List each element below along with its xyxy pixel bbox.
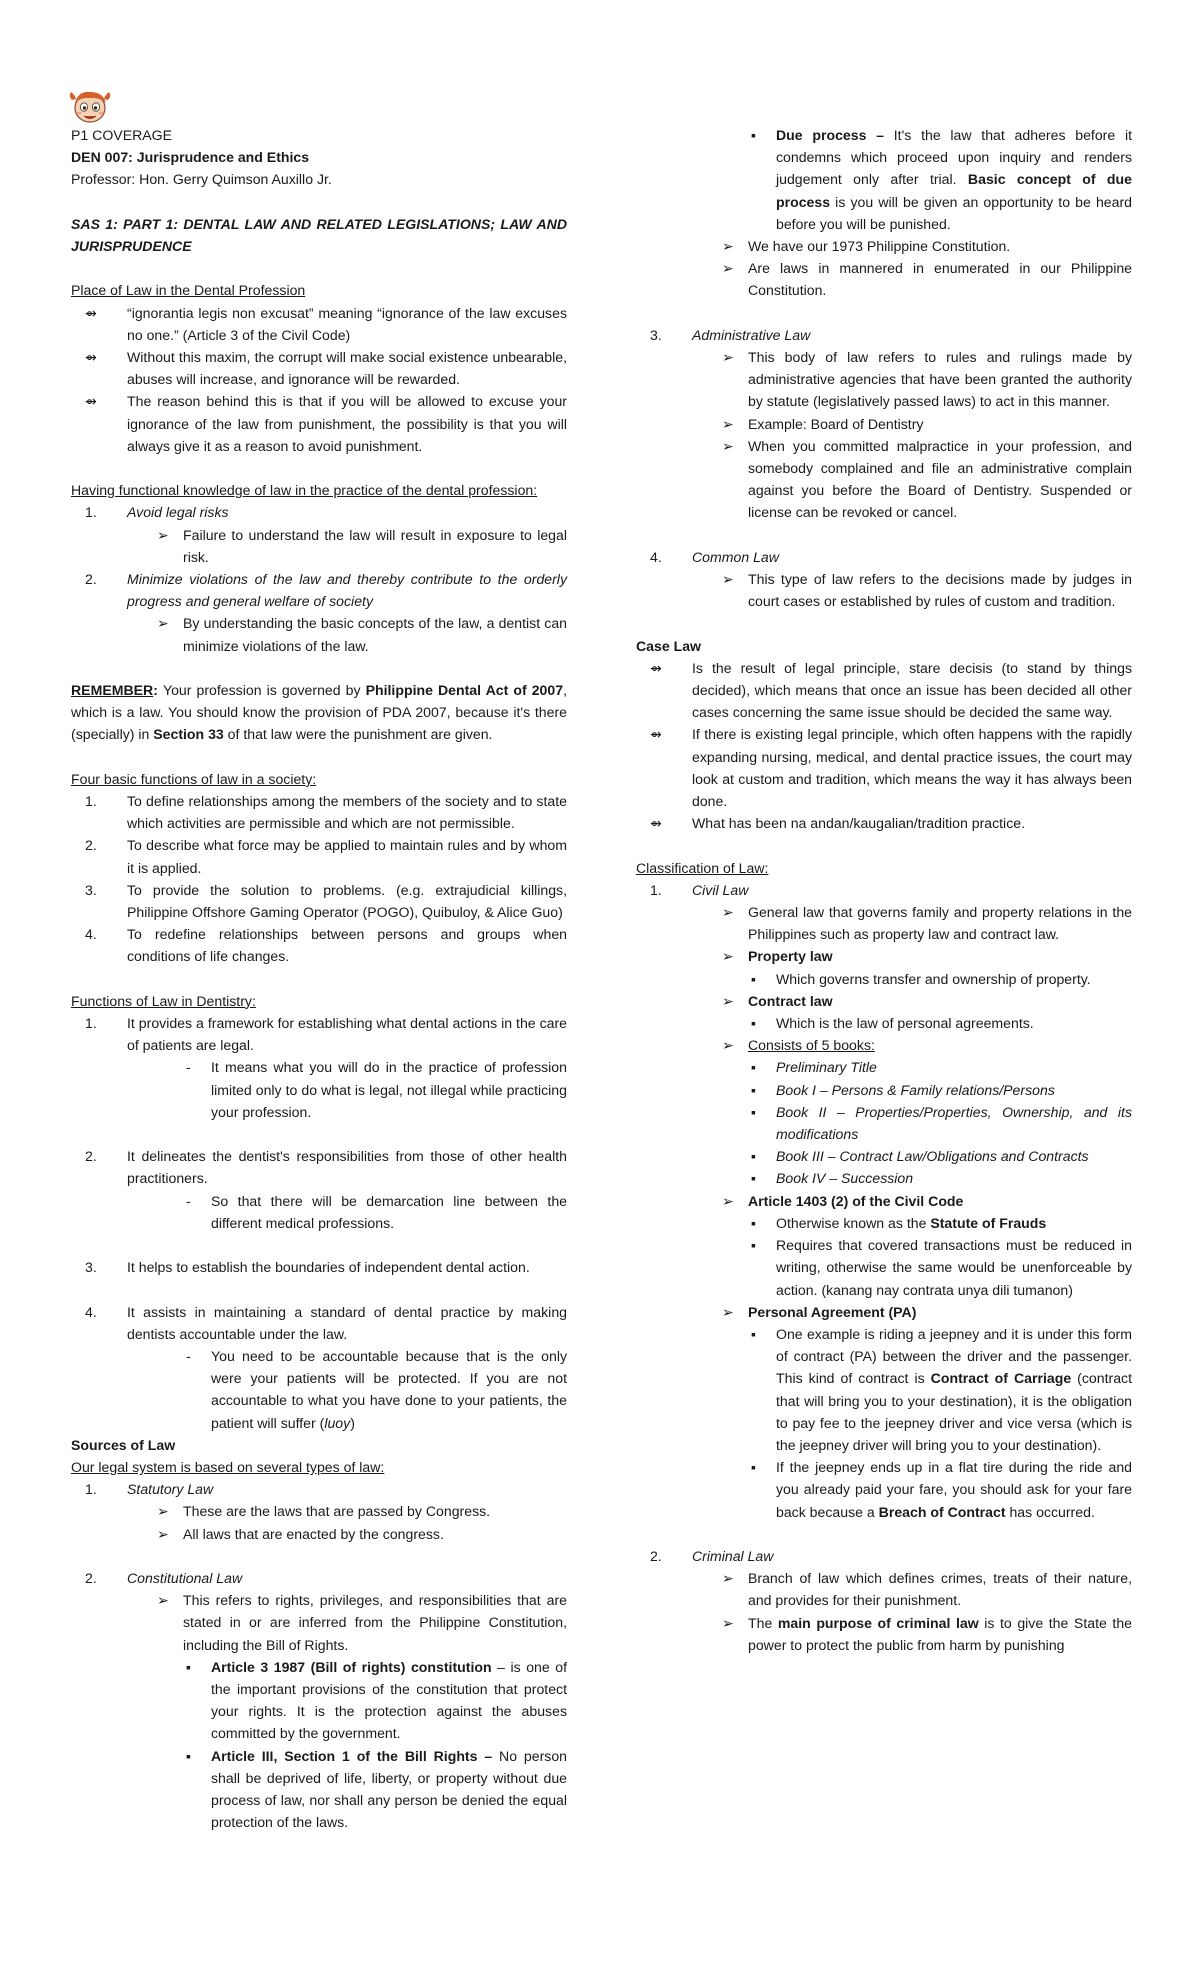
- list-marker: ➢: [722, 904, 734, 921]
- list-item: [71, 923, 567, 967]
- text-run: Otherwise known as the: [776, 1214, 931, 1231]
- list-marker: ➢: [722, 415, 734, 432]
- list-item-text: Without this maxim, the corrupt will make social existence unbearable, abuses will increase, and ignorance will be rewarded.: [127, 349, 567, 388]
- list-item-text: Example: Board of Dentistry: [748, 415, 924, 432]
- list-item: [636, 546, 1132, 568]
- section-heading: Sources of Law: [71, 1436, 176, 1453]
- list-item-text: If there is existing legal principle, which often happens with the rapidly expanding nursing, medical, and dental practice issues, the court may look at custom and tradition, which means the way it has always been done.: [692, 726, 1132, 810]
- list-item: [71, 1190, 567, 1234]
- list-item-text: All laws that are enacted by the congress.: [183, 1525, 444, 1542]
- list-marker: 2.: [85, 1570, 97, 1587]
- list-marker: ➢: [722, 260, 734, 277]
- list-item: [636, 1034, 1132, 1056]
- list-marker: ▪: [751, 1459, 756, 1476]
- list-marker: 4.: [85, 926, 97, 943]
- text-run: has occurred.: [1005, 1503, 1095, 1520]
- list-item: [636, 1145, 1132, 1167]
- blank-line: [71, 657, 567, 679]
- text-run: is you will be given an opportunity to be heard before you will be punished.: [776, 193, 1132, 232]
- list-item: [71, 390, 567, 457]
- list-item-text: To define relationships among the members of the society and to state which activities are permissible and which are not permissible.: [127, 793, 567, 832]
- list-item-text: Administrative Law: [692, 326, 811, 343]
- list-item-text: [748, 1612, 1132, 1656]
- list-item: [636, 1079, 1132, 1101]
- blank-line: [636, 1523, 1132, 1545]
- text-run: – is one of the important provisions of the constitution that protect your rights. It is the protection against the abuses committed by the government.: [211, 1658, 567, 1742]
- list-item: [636, 257, 1132, 301]
- list-item: [636, 945, 1132, 967]
- blank-line: [71, 457, 567, 479]
- list-marker: 1.: [85, 1015, 97, 1032]
- list-item: [71, 879, 567, 923]
- text-run: You need to be accountable because that is the only were your patients will be protected. If you are not accountable to what you have done to your patients, the patient will suffer (: [211, 1348, 567, 1431]
- list-marker: 1.: [85, 793, 97, 810]
- list-item: [636, 723, 1132, 812]
- list-item: [71, 1745, 567, 1834]
- list-marker: 3.: [85, 881, 97, 898]
- list-item: [71, 834, 567, 878]
- list-marker: -: [186, 1192, 191, 1209]
- list-item-text: This body of law refers to rules and rulings made by administrative agencies that have been granted the authority by statute (legislatively passed laws) to act in this manner.: [748, 349, 1132, 410]
- list-marker: ➢: [722, 1192, 734, 1209]
- list-item-text: [211, 1745, 567, 1834]
- blank-line: [636, 834, 1132, 856]
- list-marker: 1.: [85, 1481, 97, 1498]
- list-item-text: What has been na andan/kaugalian/tradition practice.: [692, 815, 1025, 832]
- list-item-text: Contract law: [748, 992, 833, 1009]
- list-item: [71, 1589, 567, 1656]
- list-item: [636, 1056, 1132, 1078]
- blank-line: [636, 612, 1132, 634]
- list-marker: 3.: [650, 326, 662, 343]
- list-item: [636, 1545, 1132, 1567]
- list-item-text: [776, 1323, 1132, 1456]
- coverage-label: P1 COVERAGE: [71, 127, 173, 143]
- text-run: Breach of Contract: [878, 1503, 1006, 1520]
- section-heading: Functions of Law in Dentistry:: [71, 992, 256, 1009]
- list-item-text: Which is the law of personal agreements.: [776, 1015, 1034, 1032]
- list-item: [636, 1190, 1132, 1212]
- list-marker: ▪: [751, 127, 756, 143]
- blank-line: [71, 257, 567, 279]
- text-run: Contract of Carriage: [930, 1370, 1072, 1387]
- list-marker: ▪: [751, 1015, 756, 1032]
- list-item: [636, 413, 1132, 435]
- list-marker: ➢: [722, 1037, 734, 1054]
- list-marker: ➢: [157, 615, 169, 632]
- list-item: [71, 1345, 567, 1434]
- list-item: [71, 1523, 567, 1545]
- list-item-text: Are laws in mannered in enumerated in our Philippine Constitution.: [748, 260, 1132, 299]
- list-item-text: Personal Agreement (PA): [748, 1303, 917, 1320]
- text-run: of that law were the punishment are given.: [223, 726, 493, 743]
- list-item: [71, 1056, 567, 1123]
- list-item: [636, 1612, 1132, 1656]
- list-item-text: It assists in maintaining a standard of dental practice by making dentists accountable under the law.: [127, 1303, 567, 1342]
- text-run: Basic concept of due process: [776, 171, 1132, 210]
- text-run: :: [153, 682, 163, 699]
- list-item-text: To describe what force may be applied to maintain rules and by whom it is applied.: [127, 837, 567, 876]
- list-item: [636, 901, 1132, 945]
- list-item: [636, 1456, 1132, 1523]
- list-item: [636, 235, 1132, 257]
- right-column: [636, 124, 1132, 1656]
- remember-paragraph: [71, 679, 567, 746]
- list-marker: 3.: [85, 1259, 97, 1276]
- list-marker: 2.: [85, 837, 97, 854]
- list-marker: ⇴: [650, 726, 662, 743]
- list-item-text: This type of law refers to the decisions made by judges in court cases or established by rules of custom and tradition.: [748, 571, 1132, 610]
- section-heading: Having functional knowledge of law in the practice of the dental profession:: [71, 482, 538, 499]
- list-marker: ▪: [751, 1170, 756, 1187]
- list-item: [636, 1212, 1132, 1234]
- list-item: [71, 1500, 567, 1522]
- list-item-text: We have our 1973 Philippine Constitution.: [748, 238, 1011, 255]
- text-run: Your profession is governed by: [162, 682, 366, 699]
- list-item-text: Which governs transfer and ownership of property.: [776, 970, 1091, 987]
- text-run: Article 3 1987 (Bill of rights) constitution: [211, 1658, 492, 1675]
- list-marker: ➢: [722, 1303, 734, 1320]
- list-item: [71, 524, 567, 568]
- list-item-text: Requires that covered transactions must be reduced in writing, otherwise the same would be unenforceable by action. (kanang nay contrata unya dili tumanon): [776, 1237, 1132, 1298]
- list-item: [71, 1478, 567, 1500]
- list-item-text: Branch of law which defines crimes, treats of their nature, and provides for their punishment.: [748, 1570, 1132, 1609]
- list-item: [71, 1301, 567, 1345]
- left-column: [71, 124, 567, 1833]
- list-marker: ➢: [722, 437, 734, 454]
- character-logo-icon: [66, 86, 112, 128]
- list-marker: ➢: [157, 526, 169, 543]
- list-item-text: Property law: [748, 948, 833, 965]
- text-run: , which is a law. You should know the provision of PDA 2007, because it's there (specially) in: [71, 682, 567, 743]
- text-run: Due process –: [776, 127, 885, 143]
- course-title: DEN 007: Jurisprudence and Ethics: [71, 149, 310, 166]
- list-marker: 2.: [85, 571, 97, 588]
- list-item-text: The reason behind this is that if you will be allowed to excuse your ignorance of the law from punishment, the possibility is that you will always give it as a reason to avoid punishment.: [127, 393, 567, 454]
- list-item: [71, 1145, 567, 1189]
- list-item-text: [211, 1656, 567, 1745]
- list-marker: ➢: [722, 1570, 734, 1587]
- list-item: [71, 302, 567, 346]
- blank-line: [71, 1278, 567, 1300]
- text-run: If the jeepney ends up in a flat tire during the ride and you already paid your fare, you should ask for your fare back because a: [776, 1459, 1132, 1520]
- list-item: [71, 612, 567, 656]
- list-marker: 2.: [85, 1148, 97, 1165]
- list-item: [71, 568, 567, 612]
- list-item: [71, 790, 567, 834]
- list-marker: ➢: [722, 948, 734, 965]
- list-marker: 1.: [650, 881, 662, 898]
- list-marker: ▪: [751, 970, 756, 987]
- list-item: [71, 346, 567, 390]
- list-item-text: It helps to establish the boundaries of independent dental action.: [127, 1259, 530, 1276]
- list-item-text: Book II – Properties/Properties, Ownership, and its modifications: [776, 1103, 1132, 1143]
- list-item-text: It delineates the dentist's responsibilities from those of other health practitioners.: [127, 1148, 567, 1187]
- list-item-text: Book III – Contract Law/Obligations and Contracts: [776, 1148, 1089, 1165]
- list-marker: ▪: [186, 1747, 191, 1764]
- text-run: Section 33: [153, 726, 224, 743]
- list-item: [636, 990, 1132, 1012]
- list-item: [636, 1301, 1132, 1323]
- list-marker: ▪: [751, 1237, 756, 1254]
- blank-line: [71, 1123, 567, 1145]
- list-item-text: Preliminary Title: [776, 1059, 877, 1076]
- list-item: [71, 501, 567, 523]
- list-marker: ⇴: [650, 815, 662, 832]
- list-item: [636, 124, 1132, 235]
- list-marker: ➢: [722, 571, 734, 588]
- list-item-text: Is the result of legal principle, stare decisis (to stand by things decided), which means that once an issue has been decided all other cases concerning the same issue should be decided the same way.: [692, 659, 1132, 721]
- list-marker: ➢: [722, 349, 734, 366]
- list-marker: ▪: [186, 1658, 191, 1675]
- list-item: [636, 1323, 1132, 1456]
- list-item-text: Book I – Persons & Family relations/Persons: [776, 1081, 1055, 1098]
- list-item: [636, 657, 1132, 724]
- text-run: (contract that will bring you to your destination), it is the obligation to pay fee to the jeepney driver and vice versa (which is the jeepney driver will bring you to your destination).: [776, 1370, 1133, 1453]
- list-item: [636, 346, 1132, 413]
- list-item: [636, 1567, 1132, 1611]
- text-run: REMEMBER: [71, 682, 154, 699]
- list-marker: ▪: [751, 1325, 756, 1342]
- list-item: [636, 568, 1132, 612]
- text-run: Statute of Frauds: [930, 1214, 1047, 1231]
- list-item-text: Common Law: [692, 548, 779, 565]
- list-item-text: These are the laws that are passed by Congress.: [183, 1503, 491, 1520]
- list-item-text: When you committed malpractice in your profession, and somebody complained and file an administrative complain against you before the Board of Dentistry. Suspended or license can be revoked or cancel.: [748, 437, 1132, 521]
- list-marker: ▪: [751, 1148, 756, 1165]
- list-item-text: [776, 1456, 1132, 1523]
- list-item-text: Constitutional Law: [127, 1570, 243, 1587]
- list-item-text: This refers to rights, privileges, and responsibilities that are stated in or are inferred from the Philippine Constitution, including the Bill of Rights.: [183, 1592, 567, 1653]
- list-marker: 2.: [650, 1547, 662, 1564]
- list-item-text: [211, 1345, 567, 1434]
- list-item-text: So that there will be demarcation line between the different medical professions.: [211, 1192, 567, 1231]
- blank-line: [71, 968, 567, 990]
- list-item-text: By understanding the basic concepts of the law, a dentist can minimize violations of the law.: [183, 615, 567, 654]
- list-item-text: To redefine relationships between persons and groups when conditions of life changes.: [127, 926, 567, 965]
- list-item-text: Article 1403 (2) of the Civil Code: [748, 1192, 964, 1209]
- list-item-text: [776, 124, 1132, 235]
- text-run: is to give the State the power to protect the public from harm by punishing: [748, 1614, 1132, 1653]
- blank-line: [71, 1234, 567, 1256]
- list-marker: ➢: [722, 992, 734, 1009]
- list-item-text: It provides a framework for establishing what dental actions in the care of patients are legal.: [127, 1015, 567, 1054]
- professor-name: Professor: Hon. Gerry Quimson Auxillo Jr.: [71, 171, 332, 188]
- list-marker: ➢: [157, 1592, 169, 1609]
- text-run: No person shall be deprived of life, liberty, or property without due process of law, nor shall any person be denied the equal protection of the laws.: [211, 1747, 567, 1831]
- list-marker: ⇴: [85, 349, 97, 365]
- list-marker: ➢: [157, 1503, 169, 1520]
- list-marker: ➢: [157, 1525, 169, 1542]
- text-run: luoy: [324, 1414, 351, 1431]
- blank-line: [71, 1545, 567, 1567]
- list-item: [636, 324, 1132, 346]
- section-heading: Classification of Law:: [636, 859, 769, 876]
- blank-line: [636, 524, 1132, 546]
- list-item-text: Book IV – Succession: [776, 1170, 914, 1187]
- list-marker: ➢: [722, 238, 734, 255]
- text-run: It's the law that adheres before it condemns which proceed upon inquiry and renders judgement only after trial.: [776, 127, 1132, 188]
- list-marker: ⇴: [650, 659, 662, 676]
- list-item: [636, 435, 1132, 524]
- list-item-text: [776, 1212, 1132, 1234]
- list-item: [636, 968, 1132, 990]
- list-item: [636, 1234, 1132, 1301]
- list-item-text: General law that governs family and property relations in the Philippines such as property law and contract law.: [748, 904, 1132, 943]
- text-run: main purpose of criminal law: [777, 1614, 979, 1631]
- list-marker: ▪: [751, 1214, 756, 1231]
- list-item-text: Civil Law: [692, 881, 749, 898]
- list-item: [636, 1012, 1132, 1034]
- list-marker: ▪: [751, 1059, 756, 1076]
- list-marker: 1.: [85, 504, 97, 521]
- list-item-text: “ignorantia legis non excusat” meaning “ignorance of the law excuses no one.” (Article 3 of the Civil Code): [127, 304, 567, 343]
- list-marker: ▪: [751, 1103, 756, 1120]
- section-heading: Case Law: [636, 637, 702, 654]
- list-item-text: Statutory Law: [127, 1481, 214, 1498]
- list-item: [636, 1101, 1132, 1145]
- list-item-text: Avoid legal risks: [127, 504, 229, 521]
- text-run: Philippine Dental Act of 2007: [365, 682, 564, 699]
- list-item-text: Failure to understand the law will result in exposure to legal risk.: [183, 526, 567, 565]
- section-title: SAS 1: PART 1: DENTAL LAW AND RELATED LEGISLATIONS; LAW AND JURISPRUDENCE: [71, 215, 567, 254]
- list-marker: -: [186, 1059, 191, 1076]
- list-item-text: Criminal Law: [692, 1547, 774, 1564]
- text-run: The: [748, 1614, 778, 1631]
- list-item: [636, 879, 1132, 901]
- list-item: [636, 1167, 1132, 1189]
- list-item: [71, 1012, 567, 1056]
- text-run: Article III, Section 1 of the Bill Rights –: [211, 1747, 493, 1764]
- list-marker: 4.: [650, 548, 662, 565]
- section-heading: Four basic functions of law in a society:: [71, 770, 317, 787]
- list-item: [71, 1656, 567, 1745]
- list-marker: 4.: [85, 1303, 97, 1320]
- blank-line: [636, 302, 1132, 324]
- list-item: [636, 812, 1132, 834]
- list-marker: -: [186, 1348, 191, 1365]
- list-marker: ⇴: [85, 304, 97, 321]
- section-heading: Place of Law in the Dental Profession: [71, 282, 306, 299]
- blank-line: [71, 746, 567, 768]
- list-item: [71, 1256, 567, 1278]
- list-marker: ⇴: [85, 393, 97, 410]
- list-item-text: Minimize violations of the law and thereby contribute to the orderly progress and general welfare of society: [127, 571, 567, 610]
- list-item: [71, 1567, 567, 1589]
- section-heading: Our legal system is based on several types of law:: [71, 1459, 385, 1476]
- list-item-text: It means what you will do in the practice of profession limited only to do what is legal, not illegal while practicing your profession.: [211, 1059, 567, 1120]
- list-item-text: Consists of 5 books:: [748, 1037, 875, 1054]
- text-run: ): [350, 1414, 355, 1431]
- list-marker: ➢: [722, 1614, 734, 1631]
- list-item-text: To provide the solution to problems. (e.g. extrajudicial killings, Philippine Offshore Gaming Operator (POGO), Quibuloy, & Alice Guo): [127, 881, 567, 921]
- text-run: One example is riding a jeepney and it is under this form of contract (PA) between the driver and the passenger. This kind of contract is: [776, 1325, 1132, 1387]
- list-marker: ▪: [751, 1081, 756, 1098]
